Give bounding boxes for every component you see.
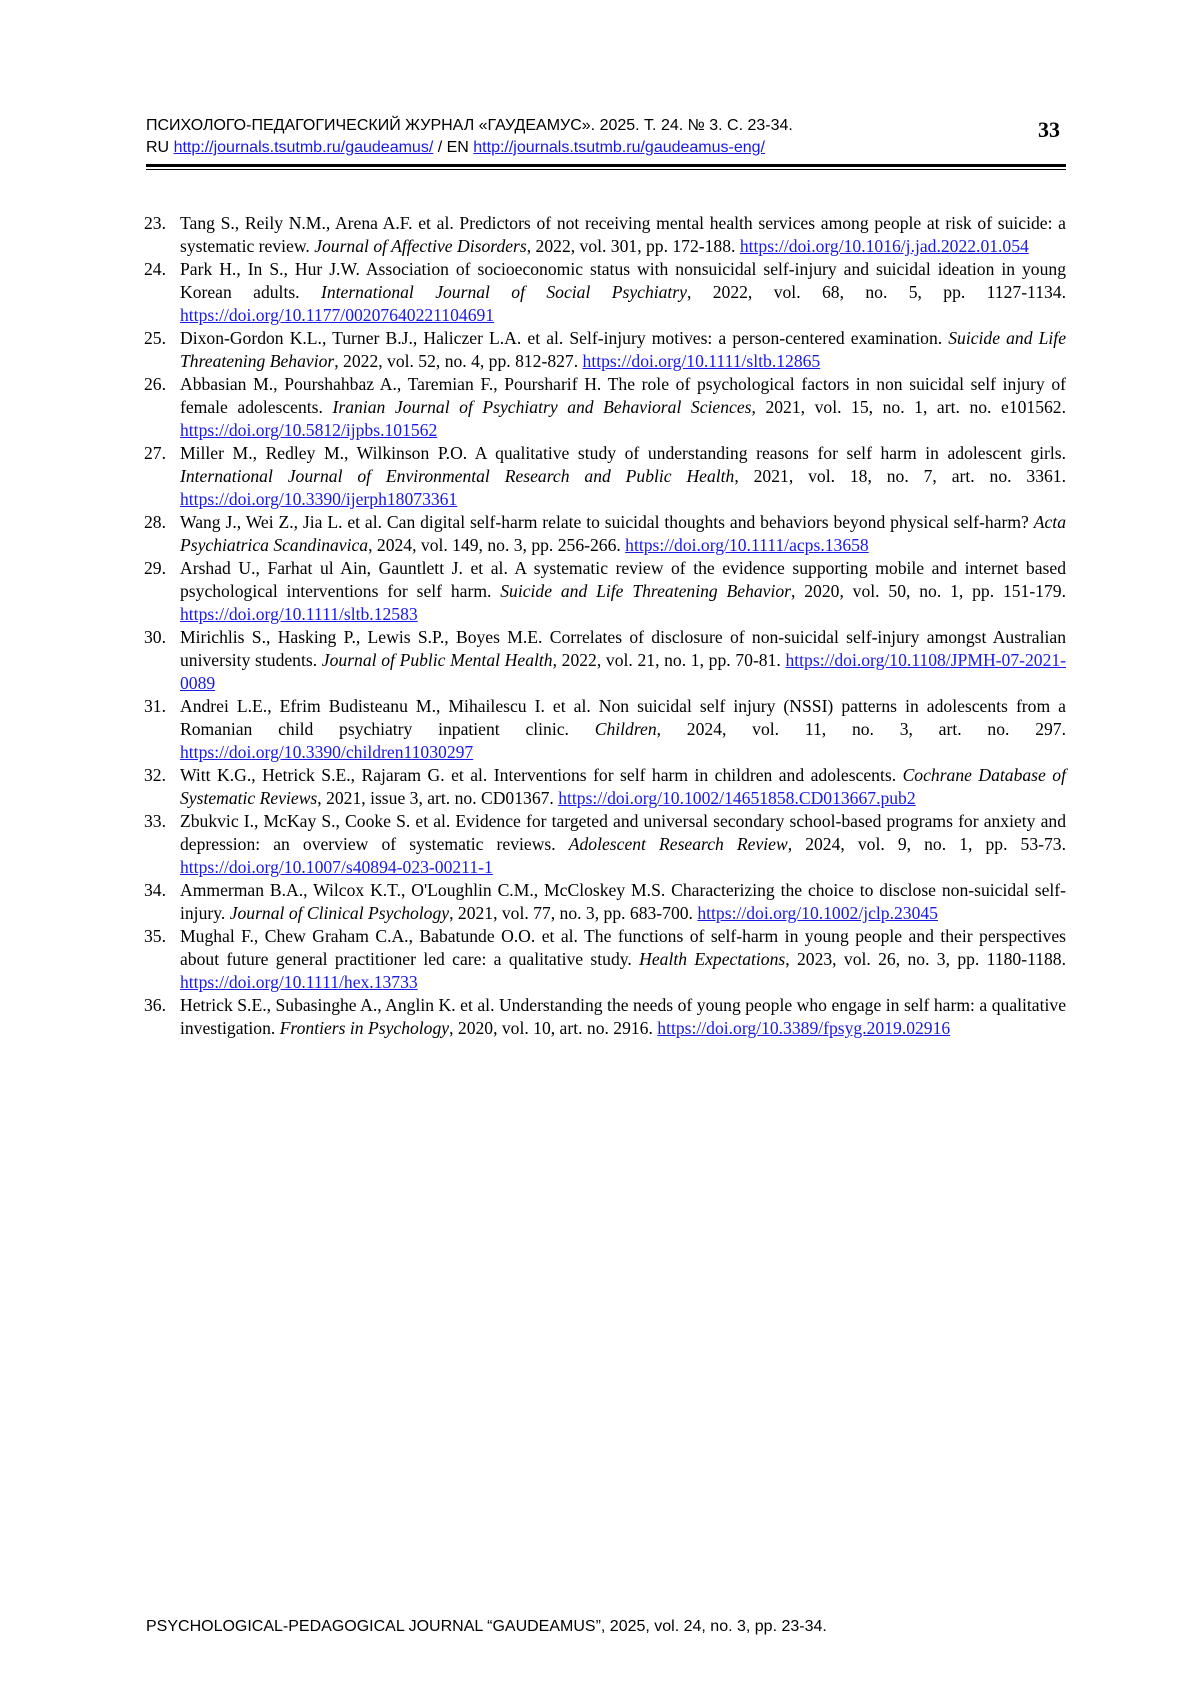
reference-authors-title: Mughal F., Chew Graham C.A., Babatunde O.O. et al. The functions of self-harm in young people and their perspectives about future general practitioner led care: a qualitative study. (180, 926, 1066, 969)
reference-authors-title: Witt K.G., Hetrick S.E., Rajaram G. et al. Interventions for self harm in children and adolescents. (180, 765, 903, 785)
journal-title-ru: ПСИХОЛОГО-ПЕДАГОГИЧЕСКИЙ ЖУРНАЛ «ГАУДЕАМУС». 2025. Т. 24. № 3. С. 23-34. (146, 117, 793, 134)
reference-details: , 2020, vol. 50, no. 1, pp. 151-179. (791, 581, 1066, 601)
reference-number: 24. (144, 259, 166, 279)
reference-doi-link[interactable]: https://doi.org/10.1111/sltb.12865 (582, 351, 821, 371)
reference-number: 25. (144, 328, 166, 348)
reference-number: 26. (144, 374, 166, 394)
reference-details: , 2023, vol. 26, no. 3, pp. 1180-1188. (785, 949, 1067, 969)
reference-item (144, 879, 1066, 925)
reference-details: , 2021, vol. 77, no. 3, pp. 683-700. (449, 903, 698, 923)
reference-details: , 2021, vol. 18, no. 7, art. no. 3361. (734, 466, 1066, 486)
reference-number: 29. (144, 558, 166, 578)
page-number: 33 (1038, 117, 1060, 142)
header-rule-thick (146, 164, 1066, 167)
reference-doi-link[interactable]: https://doi.org/10.3390/children11030297 (180, 742, 474, 762)
reference-doi-link[interactable]: https://doi.org/10.1111/hex.13733 (180, 972, 418, 992)
reference-item (144, 626, 1066, 695)
reference-doi-link[interactable]: https://doi.org/10.5812/ijpbs.101562 (180, 420, 438, 440)
reference-item (144, 327, 1066, 373)
reference-doi-link[interactable]: https://doi.org/10.1007/s40894-023-00211-1 (180, 857, 493, 877)
reference-doi-link[interactable]: https://doi.org/10.1108/JPMH-07-2021-0089 (180, 650, 1067, 693)
reference-doi-link[interactable]: https://doi.org/10.1111/acps.13658 (625, 535, 869, 555)
reference-doi-link[interactable]: https://doi.org/10.1002/14651858.CD013667.pub2 (558, 788, 916, 808)
reference-number: 27. (144, 443, 166, 463)
reference-number: 32. (144, 765, 166, 785)
reference-item (144, 373, 1066, 442)
reference-journal: International Journal of Environmental Research and Public Health (180, 466, 735, 486)
ru-label: RU (146, 139, 170, 156)
reference-details: , 2024, vol. 149, no. 3, pp. 256-266. (368, 535, 626, 555)
reference-authors-title: Mirichlis S., Hasking P., Lewis S.P., Boyes M.E. Correlates of disclosure of non-suicidal self-injury amongst Australian university students. (180, 627, 1066, 670)
reference-details: , 2021, vol. 15, no. 1, art. no. e101562. (751, 397, 1067, 417)
reference-number: 33. (144, 811, 166, 831)
reference-authors-title: Andrei L.E., Efrim Budisteanu M., Mihailescu I. et al. Non suicidal self injury (NSSI) patterns in adolescents from a Romanian child psychiatry inpatient clinic. (180, 696, 1066, 739)
journal-urls (146, 137, 1066, 159)
header-rule-thin (146, 169, 1066, 170)
reference-doi-link[interactable]: https://doi.org/10.1177/00207640221104691 (180, 305, 495, 325)
reference-number: 30. (144, 627, 166, 647)
reference-journal: Iranian Journal of Psychiatry and Behavioral Sciences (332, 397, 752, 417)
reference-details: , 2024, vol. 9, no. 1, pp. 53-73. (787, 834, 1066, 854)
reference-authors-title: Miller M., Redley M., Wilkinson P.O. A qualitative study of understanding reasons for self harm in adolescent girls. (180, 443, 1066, 463)
reference-details: , 2022, vol. 68, no. 5, pp. 1127-1134. (686, 282, 1066, 302)
reference-journal: Health Expectations (639, 949, 786, 969)
reference-item (144, 994, 1066, 1040)
reference-journal: Journal of Public Mental Health (321, 650, 553, 670)
reference-item (144, 764, 1066, 810)
reference-number: 23. (144, 213, 166, 233)
reference-authors-title: Tang S., Reily N.M., Arena A.F. et al. Predictors of not receiving mental health services among people at risk of suicide: a systematic review. (180, 213, 1066, 256)
reference-authors-title: Park H., In S., Hur J.W. Association of socioeconomic status with nonsuicidal self-injury and suicidal ideation in young Korean adults. (180, 259, 1066, 302)
reference-authors-title: Zbukvic I., McKay S., Cooke S. et al. Evidence for targeted and universal secondary school-based programs for anxiety and depression: an overview of systematic reviews. (180, 811, 1066, 854)
reference-doi-link[interactable]: https://doi.org/10.1016/j.jad.2022.01.054 (739, 236, 1029, 256)
running-header (146, 115, 1066, 159)
reference-authors-title: Ammerman B.A., Wilcox K.T., O'Loughlin C.M., McCloskey M.S. Characterizing the choice to disclose non-suicidal self-injury. (180, 880, 1066, 923)
reference-item (144, 925, 1066, 994)
reference-item (144, 212, 1066, 258)
reference-journal: Suicide and Life Threatening Behavior (500, 581, 792, 601)
reference-item (144, 511, 1066, 557)
en-journal-link[interactable]: http://journals.tsutmb.ru/gaudeamus-eng/ (473, 139, 765, 156)
reference-item (144, 557, 1066, 626)
reference-journal: Suicide and Life Threatening Behavior (180, 328, 1067, 371)
reference-journal: Cochrane Database of Systematic Reviews (180, 765, 1066, 808)
reference-item (144, 810, 1066, 879)
reference-authors-title: Hetrick S.E., Subasinghe A., Anglin K. et al. Understanding the needs of young people who engage in self harm: a qualitative investigation. (180, 995, 1066, 1038)
reference-authors-title: Arshad U., Farhat ul Ain, Gauntlett J. et al. A systematic review of the evidence supporting mobile and internet based psychological interventions for self harm. (180, 558, 1066, 601)
reference-journal: Frontiers in Psychology (279, 1018, 450, 1038)
reference-details: , 2022, vol. 301, pp. 172-188. (526, 236, 740, 256)
reference-journal: Adolescent Research Review (568, 834, 788, 854)
reference-details: , 2024, vol. 11, no. 3, art. no. 297. (656, 719, 1066, 739)
reference-number: 36. (144, 995, 166, 1015)
reference-doi-link[interactable]: https://doi.org/10.3390/ijerph18073361 (180, 489, 458, 509)
reference-journal: International Journal of Social Psychiatry (320, 282, 687, 302)
reference-item (144, 442, 1066, 511)
reference-journal: Acta Psychiatrica Scandinavica (180, 512, 1066, 555)
reference-doi-link[interactable]: https://doi.org/10.1111/sltb.12583 (180, 604, 418, 624)
reference-authors-title: Abbasian M., Pourshahbaz A., Taremian F., Poursharif H. The role of psychological factors in non suicidal self injury of female adolescents. (180, 374, 1066, 417)
url-separator: / EN (433, 139, 474, 156)
reference-number: 35. (144, 926, 166, 946)
reference-doi-link[interactable]: https://doi.org/10.3389/fpsyg.2019.02916 (657, 1018, 951, 1038)
reference-journal: Journal of Affective Disorders (314, 236, 527, 256)
ru-journal-link[interactable]: http://journals.tsutmb.ru/gaudeamus/ (173, 139, 434, 156)
reference-journal: Journal of Clinical Psychology (229, 903, 450, 923)
reference-details: , 2020, vol. 10, art. no. 2916. (449, 1018, 658, 1038)
reference-item (144, 695, 1066, 764)
reference-number: 34. (144, 880, 166, 900)
reference-authors-title: Dixon-Gordon K.L., Turner B.J., Haliczer L.A. et al. Self-injury motives: a person-centered examination. (180, 328, 949, 348)
reference-details: , 2022, vol. 21, no. 1, pp. 70-81. (552, 650, 786, 670)
reference-authors-title: Wang J., Wei Z., Jia L. et al. Can digital self-harm relate to suicidal thoughts and behaviors beyond physical self-harm? (180, 512, 1034, 532)
running-footer: PSYCHOLOGICAL-PEDAGOGICAL JOURNAL “GAUDEAMUS”, 2025, vol. 24, no. 3, pp. 23-34. (146, 1618, 827, 1635)
reference-number: 31. (144, 696, 166, 716)
reference-number: 28. (144, 512, 166, 532)
reference-journal: Children (594, 719, 657, 739)
reference-item (144, 258, 1066, 327)
reference-list (144, 212, 1066, 1040)
reference-details: , 2022, vol. 52, no. 4, pp. 812-827. (334, 351, 583, 371)
reference-doi-link[interactable]: https://doi.org/10.1002/jclp.23045 (697, 903, 938, 923)
reference-details: , 2021, issue 3, art. no. CD01367. (317, 788, 559, 808)
